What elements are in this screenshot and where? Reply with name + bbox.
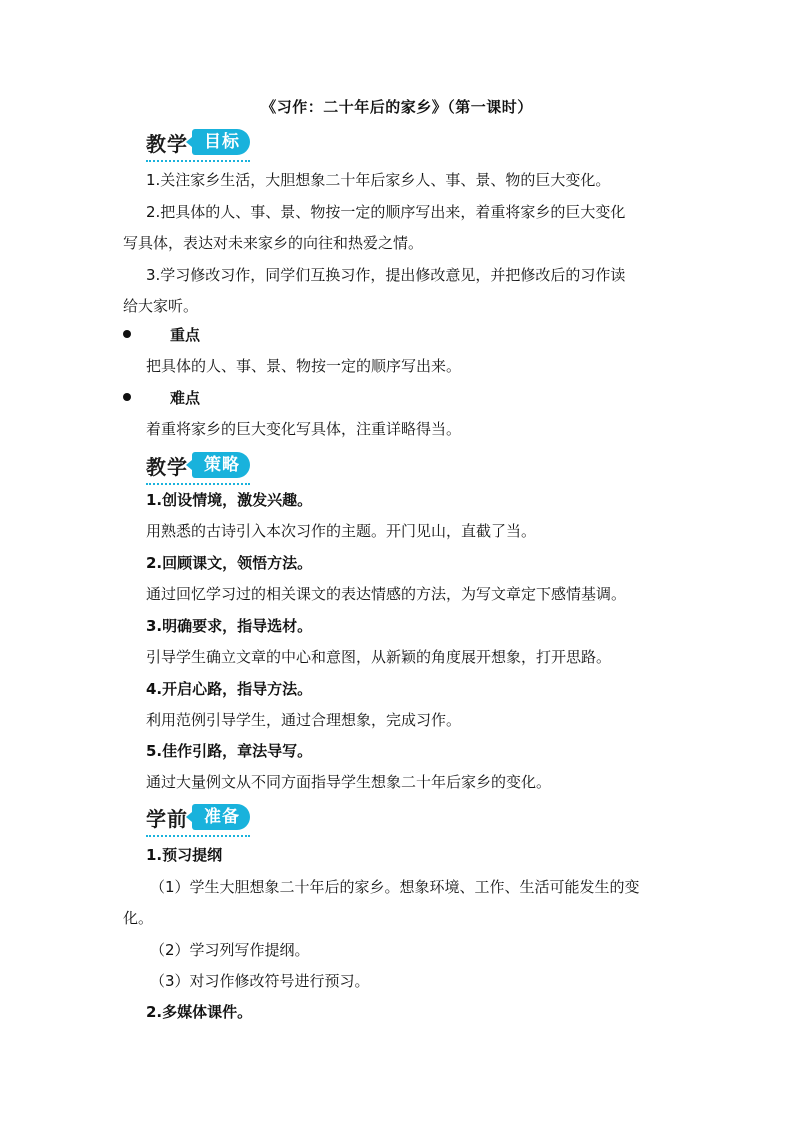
section-header-tab: 准备 — [192, 804, 250, 830]
key-point-label: 重点 — [170, 326, 201, 344]
section-header-underline — [146, 160, 250, 162]
section-header-dark-text: 教学 — [146, 131, 188, 156]
section-header-tab: 目标 — [192, 129, 250, 155]
bullet-icon — [123, 330, 131, 338]
page-title: 《习作：二十年后的家乡》（第一课时） — [261, 98, 533, 116]
strategy-item-head: 1.创设情境，激发兴趣。 — [146, 491, 313, 509]
goal-item-2-cont: 写具体，表达对未来家乡的向往和热爱之情。 — [123, 234, 424, 252]
goal-item-2: 2.把具体的人、事、景、物按一定的顺序写出来，着重将家乡的巨大变化 — [146, 203, 626, 221]
strategy-item-text: 利用范例引导学生，通过合理想象，完成习作。 — [146, 711, 462, 729]
strategy-item-head: 4.开启心路，指导方法。 — [146, 680, 313, 698]
prep-item-2: （2）学习列写作提纲。 — [150, 941, 310, 959]
section-header-dark-text: 教学 — [146, 454, 188, 479]
section-header-dark-text: 学前 — [146, 806, 188, 831]
strategy-item-head: 5.佳作引路，章法导写。 — [146, 742, 313, 760]
strategy-item-head: 3.明确要求，指导选材。 — [146, 617, 313, 635]
difficult-point-text: 着重将家乡的巨大变化写具体，注重详略得当。 — [146, 420, 462, 438]
prep-item-1: （1）学生大胆想象二十年后的家乡。想象环境、工作、生活可能发生的变 — [150, 878, 640, 896]
section-header-strategy — [146, 449, 250, 481]
strategy-item-text: 通过大量例文从不同方面指导学生想象二十年后家乡的变化。 — [146, 773, 552, 791]
strategy-item-text: 引导学生确立文章的中心和意图，从新颖的角度展开想象，打开思路。 — [146, 648, 612, 666]
section-header-prep — [146, 801, 250, 833]
prep-heading-1: 1.预习提纲 — [146, 846, 223, 864]
strategy-item-text: 用熟悉的古诗引入本次习作的主题。开门见山，直截了当。 — [146, 522, 537, 540]
goal-item-3: 3.学习修改习作，同学们互换习作，提出修改意见，并把修改后的习作读 — [146, 266, 626, 284]
key-point-text: 把具体的人、事、景、物按一定的顺序写出来。 — [146, 357, 462, 375]
section-header-underline — [146, 483, 250, 485]
strategy-item-head: 2.回顾课文，领悟方法。 — [146, 554, 313, 572]
prep-item-3: （3）对习作修改符号进行预习。 — [150, 972, 370, 990]
prep-heading-2: 2.多媒体课件。 — [146, 1003, 253, 1021]
section-header-goals — [146, 126, 250, 158]
goal-item-1: 1.关注家乡生活，大胆想象二十年后家乡人、事、景、物的巨大变化。 — [146, 171, 611, 189]
prep-item-1-cont: 化。 — [123, 909, 154, 927]
strategy-item-text: 通过回忆学习过的相关课文的表达情感的方法，为写文章定下感情基调。 — [146, 585, 627, 603]
bullet-icon — [123, 393, 131, 401]
section-header-tab: 策略 — [192, 452, 250, 478]
section-header-underline — [146, 835, 250, 837]
goal-item-3-cont: 给大家听。 — [123, 297, 199, 315]
difficult-point-label: 难点 — [170, 389, 201, 407]
